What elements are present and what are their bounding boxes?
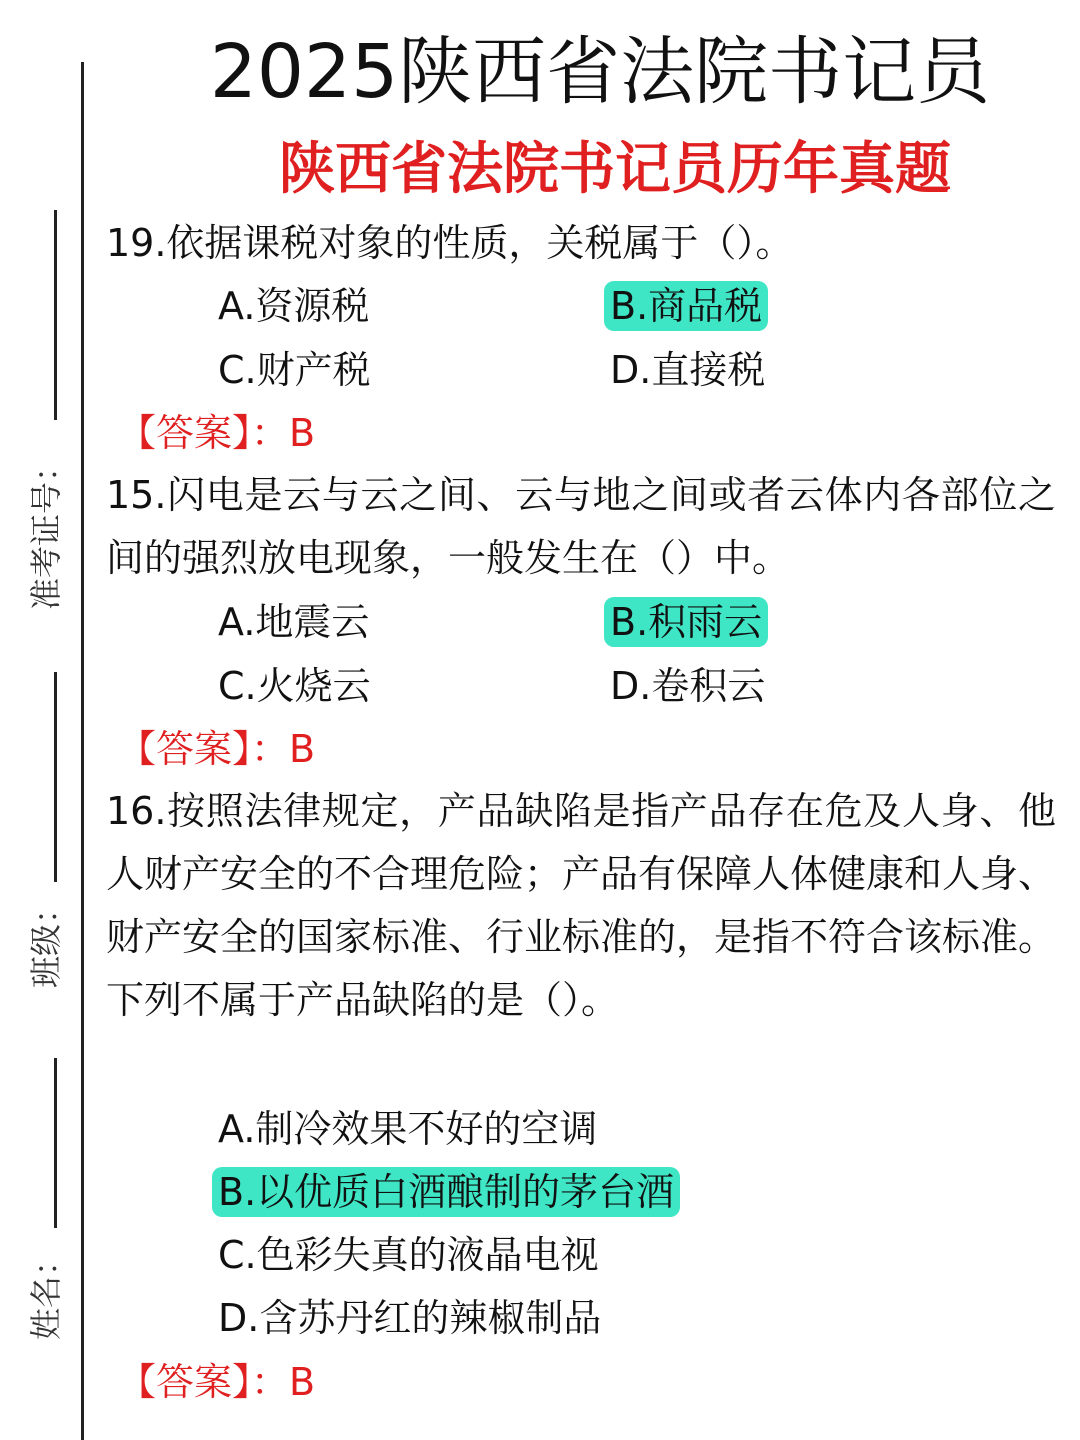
page-title: 2025陕西省法院书记员 <box>209 29 991 115</box>
question-stem: 16.按照法律规定，产品缺陷是指产品存在危及人身、他人财产安全的不合理危险；产品有保障人体健康和人身、财产安全的国家标准、行业标准的，是指不符合该标准。下列不属于产品缺陷的是（）。 <box>106 789 1057 1022</box>
option-b-correct: B.商品税 <box>604 281 768 331</box>
question-stem: 15.闪电是云与云之间、云与地之间或者云体内各部位之间的强烈放电现象，一般发生在（）中。 <box>106 473 1056 580</box>
option-b-correct: B.积雨云 <box>604 597 768 647</box>
class-underline <box>54 672 57 882</box>
answer-text: 【答案】：B <box>118 411 316 455</box>
exam-id-underline <box>54 210 57 420</box>
answer-text: 【答案】：B <box>118 1360 316 1404</box>
name-label: 姓名： <box>27 1243 65 1341</box>
option-c: C.财产税 <box>218 348 371 392</box>
option-d: D.含苏丹红的辣椒制品 <box>218 1296 602 1340</box>
option-d: D.卷积云 <box>610 664 766 708</box>
option-c: C.色彩失真的液晶电视 <box>218 1233 599 1277</box>
option-a: A.制冷效果不好的空调 <box>218 1107 598 1151</box>
answer-text: 【答案】：B <box>118 727 316 771</box>
option-a: A.地震云 <box>218 600 370 644</box>
margin-divider-line <box>81 62 84 1440</box>
class-label: 班级： <box>27 891 65 989</box>
option-b-correct: B.以优质白酒酿制的茅台酒 <box>212 1167 680 1217</box>
exam-id-label: 准考证号： <box>27 449 65 611</box>
name-underline <box>54 1058 57 1228</box>
option-c: C.火烧云 <box>218 664 371 708</box>
page-subtitle: 陕西省法院书记员历年真题 <box>279 137 951 202</box>
option-d: D.直接税 <box>610 348 766 392</box>
question-stem: 19.依据课税对象的性质，关税属于（）。 <box>106 221 794 265</box>
option-a: A.资源税 <box>218 284 370 328</box>
